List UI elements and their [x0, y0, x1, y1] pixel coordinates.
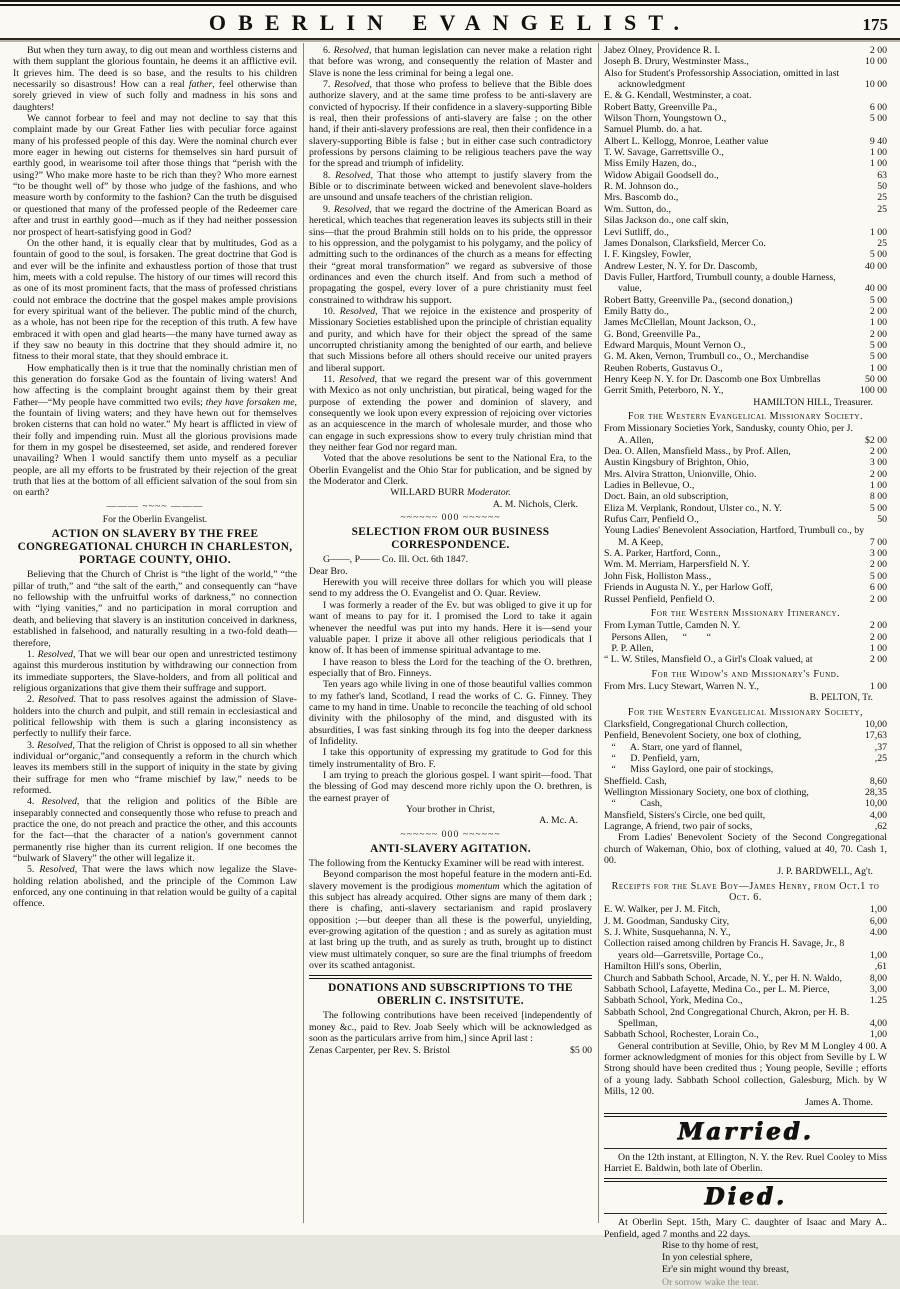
donor-name: Robert Batty, Greenville Pa., [604, 101, 718, 113]
donor-name: Also for Student's Professorship Association, omitted in last acknowledgment [604, 67, 842, 91]
donor-name: S. A. Parker, Hartford, Conn., [604, 548, 721, 560]
amount: 1 00 [869, 680, 887, 692]
donation-row [604, 295, 887, 306]
resolution-10: 10. Resolved, That we rejoice in the existence and prosperity of Missionary Societies established upon the principle of christian equality and purity, and which have for their object the spread of the same uncorrupted christianity among the benighted of our earth, and believe that such Missions before all others should receive our united prayers and liberal support. [309, 305, 592, 374]
donor-name: “ D. Penfield, yarn, [604, 752, 700, 764]
donation-row [604, 124, 887, 135]
signature-agent: J. P. BARDWELL, Ag't. [777, 866, 873, 878]
paragraph: Beyond comparison the most hopeful feature in the modern anti-slavery movement is the prodigious momentum which the agitation of this subject has already acquired. Other signs are many of them dark ; there is chafing, anti-slavery sectarianism and rapid proslavery opposition ;—but deeper than all these is the powerful, unyielding, ever-growing agitation of the question ; and as surely as agitation must at last bring up the truth, and as surely as truth, brought up to distinct view must ultimately conquer, so sure are the final triumphs of freedom over its scathed antagonist. [309, 869, 592, 972]
donor-name: Hamilton Hill's sons, Oberlin, [604, 961, 722, 973]
amount: ,61 [874, 961, 887, 973]
donation-row [604, 620, 887, 631]
divider-ornament: ~~~~~~ 000 ~~~~~~ [400, 512, 501, 524]
paragraph: On the other hand, it is equally clear that by multitudes, God as a fountain of good to the soul, is forsaken. The great doctrine that God is and ever will be the infinite and exhaustless portion of those that trust him, meets with a cold repulse. The history of our times will record this as one of its most prominent facts, that the mass of professed christians could not embrace the doctrine that the gospel makes ample provisions for every spiritual want of the believer. The public mind of the church, as a whole, has not been ripe for the reception of this truth. A few have embraced it with open and glad hearts—the many have turned away as if they saw no beauty in this doctrine that they should admire it, no fitness to their moral state, that they should embrace it. [13, 237, 297, 363]
poem-line: Rise to thy home of rest, [662, 1240, 759, 1251]
rule [604, 1148, 887, 1149]
paragraph: General contribution at Seville, Ohio, by Rev M M Longley 4 00. A former acknowledgment of monies for this object from Seville by L W Strong should have been credited thus ; Young people, Seville ; efforts of a young lady. Sabbath School collection, Galesburg, Mich. by W Mills, 12 00. [604, 1040, 887, 1097]
donor-name: Samuel Plumb. do. a hat. [604, 124, 703, 136]
donation-row [604, 374, 887, 385]
donation-row [604, 181, 887, 192]
donor-name: G. M. Aken, Vernon, Trumbull co., O., Merchandise [604, 351, 809, 363]
donation-row [604, 787, 887, 798]
donor-name: Friends in Augusta N. Y., per Harlow Goff, [604, 582, 773, 594]
donation-row [604, 158, 887, 169]
amount: 50 [877, 514, 887, 526]
donor-name: James McCllellan, Mount Jackson, O., [604, 317, 756, 329]
amount: 2 00 [869, 446, 887, 458]
donation-row [604, 571, 887, 582]
poem-line: Er'e sin might wound thy breast, [662, 1264, 789, 1276]
donor-name: “ Miss Gaylord, one pair of stockings, [604, 764, 774, 776]
donor-name: Wellington Missionary Society, one box of clothing, [604, 787, 809, 798]
donor-name: Joseph B. Drury, Westminster Mass., [604, 56, 749, 68]
paragraph: I have reason to bless the Lord for the teaching of the O. brethren, especially that of Bro. Finneys. [309, 656, 592, 679]
donor-name: Mansfield, Sisters's Circle, one bed quilt, [604, 809, 766, 821]
donation-row [604, 730, 887, 741]
amount: $5 00 [569, 1044, 592, 1056]
donor-name: Dea. O. Allen, Mansfield Mass., by Prof. Allen, [604, 446, 791, 458]
section-rule [604, 1113, 887, 1117]
donation-row [604, 385, 887, 396]
donation-row [604, 446, 887, 457]
amount: 3 00 [869, 548, 887, 560]
amount: 50 00 [864, 373, 887, 385]
rule [604, 1213, 887, 1214]
donation-row [604, 317, 887, 328]
donor-name: I. F. Kingsley, Fowler, [604, 249, 692, 261]
article-title: ANTI-SLAVERY AGITATION. [370, 843, 531, 856]
married-heading: Married. [677, 1117, 814, 1145]
section-heading: For the Western Evangelical Missionary Society, [627, 706, 864, 718]
donor-name: Albert L. Kellogg, Monroe, Leather value [604, 135, 769, 147]
donor-name: Miss Emily Hazen, do., [604, 158, 697, 170]
receipt-row [604, 973, 887, 984]
divider-ornament: ~~~~~~ 000 ~~~~~~ [400, 828, 501, 840]
donor-name: E. & G. Kendall, Westminster, a coat. [604, 90, 752, 102]
resolution-2: 2. Resolved. That to pass resolves against the admission of Slave-holders into the church and pulpit, and still remain in ecclesiastical and political fellowship with them is such a glaring inconsistency as perfectly to nullify their farce. [13, 694, 298, 740]
signature-agent: James A. Thome. [805, 1097, 873, 1109]
column-1 [8, 43, 303, 1223]
signature-clerk: A. M. Nichols, Clerk. [492, 498, 578, 510]
paragraph: Believing that the Church of Christ is “the light of the world,” “the pillar of truth,” and “the salt of the earth,” and consequently can “have no fellowship with the unfruitful works of darkness,” no connection with “lying vanities,” and no participation in moral corruption and death, and believing that slavery is an institution conceived in darkness, established in falsehood, and naturally resulting in a two-fold death—therefore, [13, 569, 297, 649]
amount: 5 00 [869, 294, 887, 306]
donor-name: Ladies in Bellevue, O., [604, 480, 695, 492]
donation-row [604, 764, 887, 775]
donation-row [604, 810, 887, 821]
resolution-4: 4. Resolved, that the religion and politics of the Bible are inseparably connected and consequently those who refuse to preach and practice the one, do not preach and practice the other, and this accounts for the fact—that the character of a nation's government cannot permanently rise higher than its current religion. If one becomes the “bulwark of Slavery” the other will legalize it. [13, 796, 298, 865]
amount: 28,35 [864, 787, 887, 798]
amount: 2 00 [869, 559, 887, 571]
amount: 6,00 [869, 915, 887, 927]
amount: 5 00 [869, 570, 887, 582]
editor-initials: Ed. [578, 869, 592, 881]
amount: 8,00 [869, 972, 887, 984]
donor-name: Sabbath School, York, Medina Co., [604, 995, 743, 1007]
donation-row [604, 480, 887, 491]
donor-name: Lagrange, A friend, two pair of socks, [604, 821, 753, 833]
amount: 10,00 [864, 798, 887, 810]
donor-name: Davis Fuller, Hartford, Trumbull county, a double Harness, value, [604, 271, 839, 295]
column-2 [303, 43, 598, 1223]
amount: 5 00 [869, 249, 887, 261]
article-title: ACTION ON SLAVERY BY THE FREE CONGREGATIONAL CHURCH IN CHARLESTON, PORTAGE COUNTY, OHIO. [17, 528, 293, 567]
amount: 40 00 [864, 283, 887, 295]
donation-row [604, 102, 887, 113]
donation-row [604, 821, 887, 832]
donation-row [604, 582, 887, 593]
donor-name: Levi Sutliff, do., [604, 226, 669, 238]
amount: 2 00 [869, 305, 887, 317]
amount: 25 [877, 192, 887, 204]
donor-name: “ Cash, [604, 798, 663, 810]
paragraph: I take this opportunity of expressing my gratitude to God for this timely instrumentality of Bro. F. [309, 747, 592, 770]
amount: 50 [877, 181, 887, 193]
donor-name: “ A. Starr, one yard of flannel, [604, 741, 743, 753]
donor-name: Henry Keep N. Y. for Dr. Dascomb one Box Umbrellas [604, 373, 821, 385]
donor-name: Reuben Roberts, Gustavus O., [604, 362, 723, 374]
amount: 3 00 [869, 457, 887, 469]
amount: 1.25 [869, 995, 887, 1007]
amount: 2 00 [869, 468, 887, 480]
donor-name: S. J. White, Susquehanna, N. Y., [604, 927, 731, 939]
column-3 [598, 43, 893, 1288]
donation-row [604, 68, 887, 91]
donor-name: Wilson Thorn, Youngstown O., [604, 113, 727, 125]
amount: 1 00 [869, 480, 887, 492]
donation-row [604, 192, 887, 203]
paragraph: Ten years ago while living in one of those beautiful vallies common to my father's land, Scotland, I read the works of C. G. Finney. They came to my hand in time. Unable to reconcile the teaching of old school divinity with the philosophy of the mind, and disgusted with its absurdities, I was fast sinking through its fog into the deeper darkness of Infidelity. [309, 679, 592, 747]
section-heading: For the Western Missionary Itinerancy. [650, 607, 841, 619]
donation-row [604, 45, 887, 56]
donor-name: E. W. Walker, per J. M. Fitch, [604, 904, 721, 916]
dateline: G——, P—— Co. Ill. Oct. 6th 1847. [323, 554, 469, 566]
donation-row [604, 238, 887, 249]
donor-name: Edward Marquis, Mount Vernon O., [604, 339, 746, 351]
amount: $2 00 [864, 434, 887, 446]
amount: 3,00 [869, 983, 887, 995]
amount: 2 00 [869, 654, 887, 666]
receipt-row [604, 938, 887, 961]
paragraph: Herewith you will receive three dollars for which you will please send to my address the O. Evangelist and O. Quar. Review. [309, 577, 592, 600]
amount: 1,00 [869, 1029, 887, 1041]
donation-row [604, 423, 887, 446]
donation-row [604, 548, 887, 559]
donation-row [604, 559, 887, 570]
donor-name: Silas Jackson do., one calf skin, [604, 215, 729, 227]
donation-row [604, 249, 887, 260]
amount: 2 00 [869, 631, 887, 643]
donation-row [604, 204, 887, 215]
donation-row [604, 742, 887, 753]
donation-row [604, 306, 887, 317]
divider-ornament: ——— ~~~~ ——— [106, 500, 204, 512]
amount: 8 00 [869, 491, 887, 503]
amount: 1,00 [869, 904, 887, 916]
donation-row [309, 1045, 592, 1056]
signature-treasurer: HAMILTON HILL, Treasurer. [753, 396, 873, 408]
donor-name: Andrew Lester, N. Y. for Dr. Dascomb, [604, 260, 758, 272]
donor-name: Russel Penfield, Penfield O. [604, 593, 715, 605]
newspaper-title: OBERLIN EVANGELIST. [208, 10, 692, 35]
paragraph: But when they turn away, to dig out mean and worthless cisterns and with them supplant the glorious fountain, he deems it an afflictive evil. It grieves him. The deed is so base, and the results to his children necessarily so disastrous! How can a real father, feel otherwise than sorely grieved in view of such folly and madness in his sons and daughters! [13, 45, 297, 113]
donor-name: From Missionary Societies York, Sandusky, county Ohio, per J. A. Allen, [604, 423, 855, 446]
amount: 5 00 [869, 113, 887, 125]
amount: 2 00 [869, 620, 887, 632]
amount: 17,63 [864, 730, 887, 742]
donation-row [604, 643, 887, 654]
amount: 10 00 [864, 56, 887, 68]
amount: 1 00 [869, 362, 887, 374]
donor-name: Sabbath School, Rochester, Lorain Co., [604, 1029, 759, 1041]
receipt-row [604, 1007, 887, 1030]
resolution-11: 11. Resolved, that we regard the present war of this government with Mexico as not only unchristian, but piratical, being waged for the purpose of extending the power and dominion of slavery, and consequently we look upon every expression of rejoicing over victories as an acquiescence in the march of wholesale murder, and those who can engage in such expressions show to every truly christian mind that they neither fear God nor regard man. [309, 373, 592, 454]
amount: 63 [877, 169, 887, 181]
donation-row [604, 340, 887, 351]
columns-container [0, 40, 900, 1288]
donation-row [604, 753, 887, 764]
donor-name: Persons Allen, “ “ [604, 631, 711, 643]
section-credit: For the Oberlin Evangelist. [102, 514, 208, 526]
donor-name: Gerrit Smith, Peterboro, N. Y., [604, 385, 724, 397]
amount: 10,00 [864, 718, 887, 730]
amount: 100 00 [860, 385, 887, 397]
amount: 1 00 [869, 317, 887, 329]
donation-row [604, 514, 887, 525]
resolution-6: 6. Resolved, that human legislation can never make a relation right that before was wrong, and consequently the relation of Master and Slave is none the less criminal for being a legal one. [309, 45, 592, 79]
section-rule [604, 1178, 887, 1182]
resolution-9: 9. Resolved, that we regard the doctrine of the American Board as heretical, which teaches that regeneration leaves its subjects still in their sins—that the proud Brahmin still holds on to his pride, the oppressor to his oppression, and the polygamist to his polygamy, and the policy of admitting such to the ordinances of the church as a means for effecting their “great moral transformation” we regard as subversive of those ordinances and even the church itself. And from such a method of propagating the gospel, every lover of a pure christianity must feel constrained to withdraw his support. [309, 203, 593, 306]
receipt-row [604, 961, 887, 972]
receipt-row [604, 984, 887, 995]
section-rule [309, 975, 592, 979]
donor-name: Sabbath School, 2nd Congregational Church, Akron, per H. B. Spellman, [604, 1006, 852, 1029]
donation-row [604, 525, 887, 548]
signature-initials: A. Mc. A. [539, 815, 578, 827]
resolution-8: 8. Resolved, That those who attempt to justify slavery from the Bible or to discriminate between wicked and benevolent slave-holders are unsound and unsafe teachers of the christian religion. [309, 169, 592, 204]
amount: 9 40 [869, 135, 887, 147]
section-heading: For the Western Evangelical Missionary Society. [627, 411, 864, 422]
amount: 25 [877, 237, 887, 249]
amount: 5 00 [869, 339, 887, 351]
resolution-7: 7. Resolved, that those who profess to believe that the Bible does authorize slavery, and at the same time profess to be anti-slavery are convicted of hypocrisy. If their confidence in a slavery-supporting Bible is real, then their professions of anti-slavery are false ; on the other hand, if their anti-slavery professions are real, then their confidence in a slavery-supporting Bible is false ; but in either case such contradictory professions by persons claiming to be religious teachers pave the way for the spread and triumph of infidelity. [309, 79, 592, 170]
paragraph: I am trying to preach the glorious gospel. I want spirit—food. That the blessing of God may descend more richly upon the O. brethren, is the earnest prayer of [309, 769, 592, 804]
donation-row [604, 261, 887, 272]
donation-row [604, 351, 887, 362]
donation-row [604, 56, 887, 67]
receipt-row [604, 995, 887, 1006]
donor-name: Penfield, Benevolent Society, one box of clothing, [604, 730, 802, 742]
marriage-notice: On the 12th instant, at Ellington, N. Y. the Rev. Ruel Cooley to Miss Harriet E. Baldwin, both late of Oberlin. [604, 1151, 887, 1174]
donor-name: Austin Kingsbury of Brighton, Ohio, [604, 457, 749, 469]
masthead [0, 6, 900, 40]
amount: ,37 [874, 741, 887, 753]
poem-line: Or sorrow wake the tear. [662, 1276, 759, 1288]
receipt-row [604, 927, 887, 938]
amount: 8,60 [869, 775, 887, 787]
donor-name: Robert Batty, Greenville Pa., (second donation,) [604, 294, 793, 306]
amount: 1 00 [869, 642, 887, 654]
donor-name: P. P. Allen, [604, 642, 654, 654]
donor-name: James Donalson, Clarksfield, Mercer Co. [604, 237, 766, 249]
salutation: Dear Bro. [309, 565, 348, 577]
amount: 2 00 [869, 593, 887, 605]
donation-row [604, 503, 887, 514]
death-notice: At Oberlin Sept. 15th, Mary C. daughter of Isaac and Mary A.. Penfield, aged 7 months and 22 days. [604, 1217, 887, 1240]
donor-name: Jabez Olney, Providence R. I. [604, 45, 721, 56]
donor-name: Sheffield. Cash, [604, 775, 667, 787]
donation-row [604, 90, 887, 101]
donation-row [604, 594, 887, 605]
amount: 1 00 [869, 226, 887, 238]
amount: 5 00 [869, 351, 887, 363]
amount: 10 00 [864, 79, 887, 91]
paragraph: We cannot forbear to feel and may not decline to say that this complaint made by our Great Father lies with peculiar force against many of his professed people of this day. Were the nominal church ever more eager in hewing out cisterns for themselves sin hard pursuit of earthly good, in wearisome toil after those things that “perish with the using?” Who make more haste to be rich than they? Who more earnest “to be thought well of” by those who judge of the fashions, and who measure worth by conformity to the fashion? Can the truth be disguised or questioned that many of the professed people of the Redeemer care after and trust in earthly good—much as if they had neither possession nor prospect of heart-satisfying good in God? [13, 113, 297, 238]
died-heading: Died. [704, 1183, 787, 1211]
donor-name: From Lyman Tuttle, Camden N. Y. [604, 620, 741, 632]
article-title: SELECTION FROM OUR BUSINESS CORRESPONDENCE. [351, 526, 550, 552]
donation-row [604, 272, 887, 295]
donation-row [604, 681, 887, 692]
donor-name: Zenas Carpenter, per Rev. S. Bristol [309, 1044, 450, 1056]
signature-closing: Your brother in Christ, [406, 804, 495, 815]
donation-row [604, 215, 887, 226]
receipt-row [604, 1029, 887, 1040]
donor-name: Rufus Carr, Penfield O., [604, 514, 699, 526]
editor-note: The following from the Kentucky Examiner will be read with interest. Ed. [309, 858, 592, 881]
amount: 40 00 [864, 260, 887, 272]
donor-name: John Fisk, Holliston Mass., [604, 570, 712, 582]
donation-row [604, 469, 887, 480]
donor-name: J. M. Goodman, Sandusky City, [604, 915, 730, 927]
donor-name: Doct. Bain, an old subscription, [604, 491, 729, 503]
paragraph: The following contributions have been received [independently of money &c., paid to Rev. Joab Seely which will be acknowledged as soon as the particulars arrive from him,] since April last : [309, 1010, 592, 1045]
paragraph: How emphatically then is it true that the nominally christian men of this generation do forsake God as the fountain of living waters! And how affecting is the complaint brought against them by their great Father—“My people have committed two evils; they have forsaken me, the fountain of living waters; and they have hewn out for themselves broken cisterns that can hold no water.” My heart is afflicted in view of their folly and impending ruin. Must all the glorious provisions made for them in my gospel be disesteemed, set aside, and rendered forever unavailing? When I would sanctify them unto myself as a peculiar people, are all my efforts to be frustrated by their rejection of the great truth that lies at the bottom of all efficient salvation of the soul from sin on earth? [13, 362, 297, 499]
amount: 1 00 [869, 147, 887, 159]
article-title: DONATIONS AND SUBSCRIPTIONS TO THE OBERLIN C. INSTSITUTE. [328, 982, 573, 1008]
donor-name: T. W. Savage, Garrettsville O., [604, 147, 724, 159]
donor-name: Clarksfield, Congregational Church collection, [604, 718, 788, 730]
paragraph: I was formerly a reader of the Ev. but was obliged to give it up for want of means to pay for it. I promised the Lord to take it again whenever the needful was put into my hands. Here it is—send your valuable paper. I prize it above all other religious periodicals that I know of. It has been of immense spiritual advantage to me. [309, 599, 592, 657]
donation-row [604, 776, 887, 787]
amount: 6 00 [869, 101, 887, 113]
donation-row [604, 457, 887, 468]
donor-name: Young Ladies' Benevolent Association, Hartford, Trumbull co., by M. A Keep, [604, 525, 867, 548]
donation-row [604, 136, 887, 147]
donation-row [604, 632, 887, 643]
signature-treasurer: B. PELTON, Tr. [809, 692, 873, 704]
donation-row [604, 147, 887, 158]
donor-name: Mrs. Alvira Stratton, Unionville, Ohio. [604, 468, 757, 480]
amount: 4,00 [869, 1017, 887, 1029]
donation-row [604, 170, 887, 181]
resolution-5: 5. Resolved, That were the laws which now legalize the Slave-holding relation abolished, and the principle of the Common Law enforced, any one continuing in that relation would be guilty of a capital offence. [13, 864, 298, 910]
amount: 6 00 [869, 582, 887, 594]
amount: 2 00 [869, 328, 887, 340]
resolution-3: 3. Resolved, That the religion of Christ is opposed to all sin whether individual or“organic,”and consequently a reform in the church which leaves its members still in the support of iniquity in the state by giving their suffrage for men who “frame mischief by law,” needs to be reformed. [13, 739, 297, 796]
amount: 7 00 [869, 536, 887, 548]
donation-row [604, 719, 887, 730]
signature-moderator: WILLARD BURR Moderator. [390, 487, 511, 499]
poem-line: In yon celestial sphere, [662, 1252, 753, 1264]
section-heading: Receipts for the Slave Boy—James Henry, from Oct.1 to Oct. 6. [611, 880, 880, 904]
donation-row [604, 329, 887, 340]
donor-name: Collection raised among children by Francis H. Savage, Jr., 8 years old—Garretsville, Portage Co., [604, 938, 847, 961]
donor-name: G. Bond, Greenville Pa., [604, 328, 701, 340]
amount: 1,00 [869, 949, 887, 961]
amount: 2 00 [869, 45, 887, 56]
amount: ,62 [874, 821, 887, 833]
donation-row [604, 491, 887, 502]
amount: ,25 [874, 752, 887, 764]
donor-name: From Mrs. Lucy Stewart, Warren N. Y., [604, 680, 759, 692]
donor-name: Wm. Sutton, do., [604, 203, 671, 215]
donor-name: Wm. M. Merriam, Harpersfield N. Y. [604, 559, 750, 571]
donation-row [604, 227, 887, 238]
page-number: 175 [862, 15, 888, 34]
resolution-1: 1. Resolved, That we will bear our open and unrestricted testimony against this murderous institution by withdrawing our connection from its immediate supporters, the Slave-holders, and from all political and religious organizations that give them their suffrage and support. [13, 648, 297, 694]
amount: 1 00 [869, 158, 887, 170]
donor-name: Eliza M. Verplank, Rondout, Ulster co., N. Y. [604, 502, 782, 514]
donation-row [604, 654, 887, 665]
donor-name: Sabbath School, Lafayette, Medina Co., per L. M. Pierce, [604, 983, 830, 995]
donation-row [604, 798, 887, 809]
donor-name: “ L. W. Stiles, Mansfield O., a Girl's Cloak valued, at [604, 654, 813, 666]
receipt-row [604, 916, 887, 927]
paragraph: From Ladies' Benevolent Society of the Second Congregational church of Wakeman, Ohio, box of clothing, valued at 40, 70. Cash 1, 00. [604, 832, 887, 867]
amount: 4.00 [869, 927, 887, 939]
donor-name: Church and Sabbath School, Arcade, N. Y., per H. N. Waldo, [604, 972, 842, 984]
amount: 5 00 [869, 502, 887, 514]
donor-name: Widow Abigail Goodsell do., [604, 169, 719, 181]
donor-name: Emily Batty do., [604, 305, 669, 317]
donor-name: Mrs. Bascomb do., [604, 192, 679, 204]
donation-row [604, 113, 887, 124]
amount: 4,00 [869, 809, 887, 821]
section-heading: For the Widow's and Missionary's Fund. [651, 668, 840, 680]
donor-name: R. M. Johnson do., [604, 181, 679, 193]
paragraph: Voted that the above resolutions be sent to the National Era, to the Oberlin Evangelist and the Ohio Star for publication, and be signed by the Moderator and Clerk. [309, 453, 592, 488]
donation-row [604, 363, 887, 374]
receipt-row [604, 904, 887, 915]
amount: 25 [877, 203, 887, 215]
